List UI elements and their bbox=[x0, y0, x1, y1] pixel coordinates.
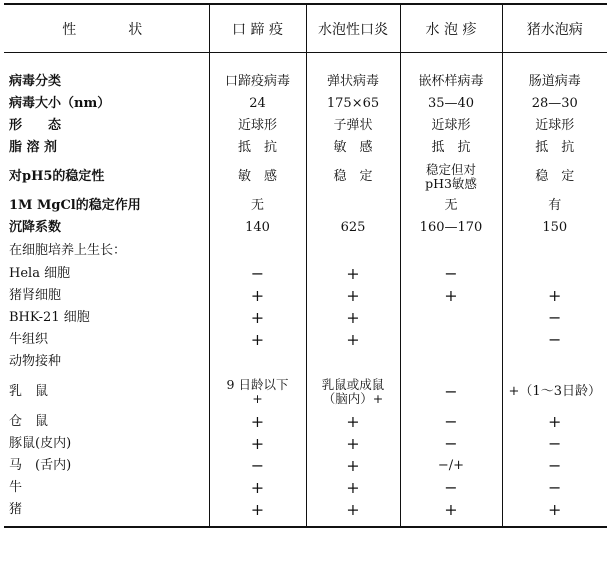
row-label: 猪肾细胞 bbox=[9, 287, 62, 303]
cell-vs: 弹状病毒 bbox=[306, 53, 400, 93]
cell-fmd: + bbox=[209, 307, 306, 329]
header-vs: 水泡性口炎 bbox=[306, 4, 400, 53]
cell-ves bbox=[400, 351, 502, 373]
cell-vs: + bbox=[306, 477, 400, 499]
cell-fmd: 口蹄疫病毒 bbox=[209, 53, 306, 93]
table-row bbox=[4, 329, 607, 351]
cell-vs: + bbox=[306, 285, 400, 307]
row-label: 沉降系数 bbox=[9, 219, 62, 235]
row-label: 动物接种 bbox=[9, 353, 62, 369]
cell-vs: 敏 感 bbox=[306, 137, 400, 159]
cell-fmd bbox=[209, 239, 306, 263]
cell-vs: + bbox=[306, 411, 400, 433]
table-row bbox=[4, 351, 607, 373]
table-row bbox=[4, 263, 607, 285]
cell-fmd: 抵 抗 bbox=[209, 137, 306, 159]
cell-fmd: + bbox=[209, 411, 306, 433]
cell-vs: + bbox=[306, 307, 400, 329]
cell-ves: − bbox=[400, 477, 502, 499]
cell-vs: + bbox=[306, 455, 400, 477]
table-row bbox=[4, 115, 607, 137]
cell-vs: + bbox=[306, 499, 400, 527]
row-label: 1M MgCl的稳定作用 bbox=[9, 197, 141, 213]
table-row bbox=[4, 285, 607, 307]
cell-vs: 175×65 bbox=[306, 93, 400, 115]
table-row bbox=[4, 373, 607, 411]
cell-vs: 稳 定 bbox=[306, 159, 400, 195]
cell-ves: − bbox=[400, 411, 502, 433]
cell-ves bbox=[400, 329, 502, 351]
table-row bbox=[4, 307, 607, 329]
cell-fmd: 140 bbox=[209, 217, 306, 239]
table-row bbox=[4, 499, 607, 527]
table-row bbox=[4, 93, 607, 115]
table-row bbox=[4, 159, 607, 195]
cell-fmd: + bbox=[209, 433, 306, 455]
cell-vs: + bbox=[306, 433, 400, 455]
cell-svd: 150 bbox=[502, 217, 607, 239]
cell-vs bbox=[306, 351, 400, 373]
row-label: 病毒大小（nm） bbox=[9, 95, 111, 111]
row-label: 牛 bbox=[9, 479, 23, 495]
row-label: 仓 鼠 bbox=[9, 413, 49, 429]
cell-svd: − bbox=[502, 433, 607, 455]
cell-svd: − bbox=[502, 307, 607, 329]
cell-svd: − bbox=[502, 455, 607, 477]
table-row bbox=[4, 411, 607, 433]
cell-ves: 稳定但对 pH3敏感 bbox=[400, 159, 502, 195]
cell-svd bbox=[502, 263, 607, 285]
cell-ves: − bbox=[400, 373, 502, 411]
row-label: 牛组织 bbox=[9, 331, 49, 347]
cell-svd: +（1～3日龄） bbox=[502, 373, 607, 411]
header-fmd: 口 蹄 疫 bbox=[209, 4, 306, 53]
cell-svd: 有 bbox=[502, 195, 607, 217]
cell-vs: 乳鼠或成鼠 （脑内）+ bbox=[306, 373, 400, 411]
row-label: 马 (舌内) bbox=[9, 457, 72, 473]
table-header-row bbox=[4, 4, 607, 53]
cell-svd: − bbox=[502, 329, 607, 351]
row-label: 在细胞培养上生长： bbox=[9, 242, 127, 258]
cell-fmd: + bbox=[209, 329, 306, 351]
cell-fmd bbox=[209, 351, 306, 373]
cell-ves: + bbox=[400, 499, 502, 527]
cell-fmd: 敏 感 bbox=[209, 159, 306, 195]
cell-ves: 无 bbox=[400, 195, 502, 217]
cell-vs: 625 bbox=[306, 217, 400, 239]
header-ves: 水 泡 疹 bbox=[400, 4, 502, 53]
cell-fmd: + bbox=[209, 477, 306, 499]
row-label: BHK-21 细胞 bbox=[9, 309, 90, 325]
cell-svd: − bbox=[502, 477, 607, 499]
cell-svd: 抵 抗 bbox=[502, 137, 607, 159]
cell-svd: + bbox=[502, 499, 607, 527]
table-row bbox=[4, 195, 607, 217]
header-svd: 猪水泡病 bbox=[502, 4, 607, 53]
cell-ves: 160—170 bbox=[400, 217, 502, 239]
cell-vs bbox=[306, 239, 400, 263]
cell-ves: − bbox=[400, 263, 502, 285]
cell-svd: 近球形 bbox=[502, 115, 607, 137]
table-row bbox=[4, 239, 607, 263]
cell-vs: + bbox=[306, 263, 400, 285]
table-row bbox=[4, 53, 607, 93]
cell-ves bbox=[400, 307, 502, 329]
cell-fmd: 9 日龄以下 + bbox=[209, 373, 306, 411]
cell-fmd: 近球形 bbox=[209, 115, 306, 137]
cell-svd: + bbox=[502, 285, 607, 307]
cell-fmd: 无 bbox=[209, 195, 306, 217]
cell-vs: + bbox=[306, 329, 400, 351]
cell-fmd: − bbox=[209, 455, 306, 477]
cell-ves: −/+ bbox=[400, 455, 502, 477]
table-row bbox=[4, 433, 607, 455]
cell-vs bbox=[306, 195, 400, 217]
cell-fmd: + bbox=[209, 499, 306, 527]
cell-vs: 子弹状 bbox=[306, 115, 400, 137]
cell-fmd: − bbox=[209, 263, 306, 285]
cell-ves: + bbox=[400, 285, 502, 307]
table-body bbox=[4, 53, 607, 527]
table-row bbox=[4, 217, 607, 239]
row-label: 脂 溶 剂 bbox=[9, 139, 58, 155]
cell-svd: + bbox=[502, 411, 607, 433]
cell-ves: 近球形 bbox=[400, 115, 502, 137]
cell-svd: 28—30 bbox=[502, 93, 607, 115]
row-label: 对pH5的稳定性 bbox=[9, 168, 105, 184]
cell-ves: 抵 抗 bbox=[400, 137, 502, 159]
row-label: 猪 bbox=[4, 499, 209, 527]
row-label: 病毒分类 bbox=[9, 73, 62, 89]
cell-svd bbox=[502, 239, 607, 263]
cell-svd bbox=[502, 351, 607, 373]
cell-ves: 35—40 bbox=[400, 93, 502, 115]
cell-svd: 肠道病毒 bbox=[502, 53, 607, 93]
cell-svd: 稳 定 bbox=[502, 159, 607, 195]
cell-ves: 嵌杯样病毒 bbox=[400, 53, 502, 93]
cell-fmd: + bbox=[209, 285, 306, 307]
cell-ves bbox=[400, 239, 502, 263]
row-label: Hela 细胞 bbox=[9, 265, 71, 281]
comparison-table bbox=[4, 3, 607, 528]
row-label: 形 态 bbox=[9, 117, 62, 133]
row-label: 乳 鼠 bbox=[9, 383, 49, 399]
cell-fmd: 24 bbox=[209, 93, 306, 115]
table-row bbox=[4, 477, 607, 499]
header-property: 性 状 bbox=[4, 4, 209, 53]
row-label: 豚鼠(皮内) bbox=[9, 435, 72, 451]
table-row bbox=[4, 455, 607, 477]
cell-ves: − bbox=[400, 433, 502, 455]
table-row bbox=[4, 137, 607, 159]
